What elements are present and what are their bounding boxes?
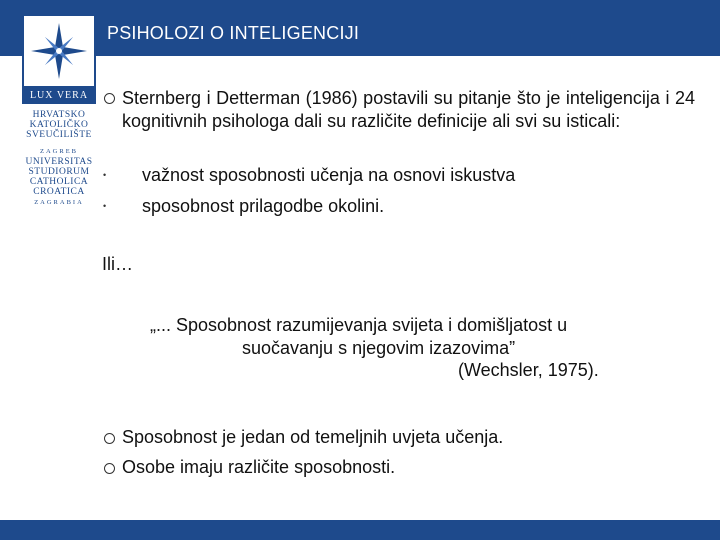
quote-citation: (Wechsler, 1975). <box>458 360 599 380</box>
logo-line: SVEUČILIŠTE <box>26 130 92 141</box>
logo-line: STUDIORUM <box>28 166 90 177</box>
slide-title: PSIHOLOZI O INTELIGENCIJI <box>107 23 360 43</box>
or-text: Ili… <box>102 254 133 274</box>
quote-line: suočavanju s njegovim izazovima” <box>242 337 516 358</box>
logo-name-latin <box>22 157 96 198</box>
sub-item: sposobnost prilagodbe okolini. <box>142 196 385 216</box>
star-icon <box>29 21 89 81</box>
logo-city-latin: ZAGRABIA <box>34 199 84 207</box>
logo-name-croatian <box>22 110 96 141</box>
sub-item: važnost sposobnosti učenja na osnovi iskustva <box>142 165 516 185</box>
footer-bar <box>0 520 720 540</box>
dot-bullet-icon: • <box>103 170 107 180</box>
logo-line: CATHOLICA <box>29 177 89 188</box>
quote-block <box>150 314 680 382</box>
star-emblem <box>22 14 96 88</box>
intro-paragraph: Sternberg i Detterman (1986) postavili su pitanje što je inteligencija i 24 kognitivnih psihologa dali su različite definicije ali svi su isticali: <box>122 88 695 131</box>
list-item: Sposobnost je jedan od temeljnih uvjeta učenja. <box>122 427 504 447</box>
logo-city: ZAGREB <box>40 147 78 155</box>
logo-line: KATOLIČKO <box>29 120 89 131</box>
ring-bullet-icon <box>104 433 115 444</box>
logo-line: CROATICA <box>33 187 85 198</box>
logo-line: UNIVERSITAS <box>25 156 93 167</box>
ring-bullet-icon <box>104 93 115 104</box>
university-logo <box>22 14 96 207</box>
logo-line: HRVATSKO <box>32 110 86 120</box>
dot-bullet-icon: • <box>103 201 107 211</box>
logo-motto: LUX VERA <box>22 88 96 104</box>
quote-line: „... Sposobnost razumijevanja svijeta i domišljatost u <box>150 315 568 335</box>
list-item: Osobe imaju različite sposobnosti. <box>122 457 396 477</box>
ring-bullet-icon <box>104 463 115 474</box>
